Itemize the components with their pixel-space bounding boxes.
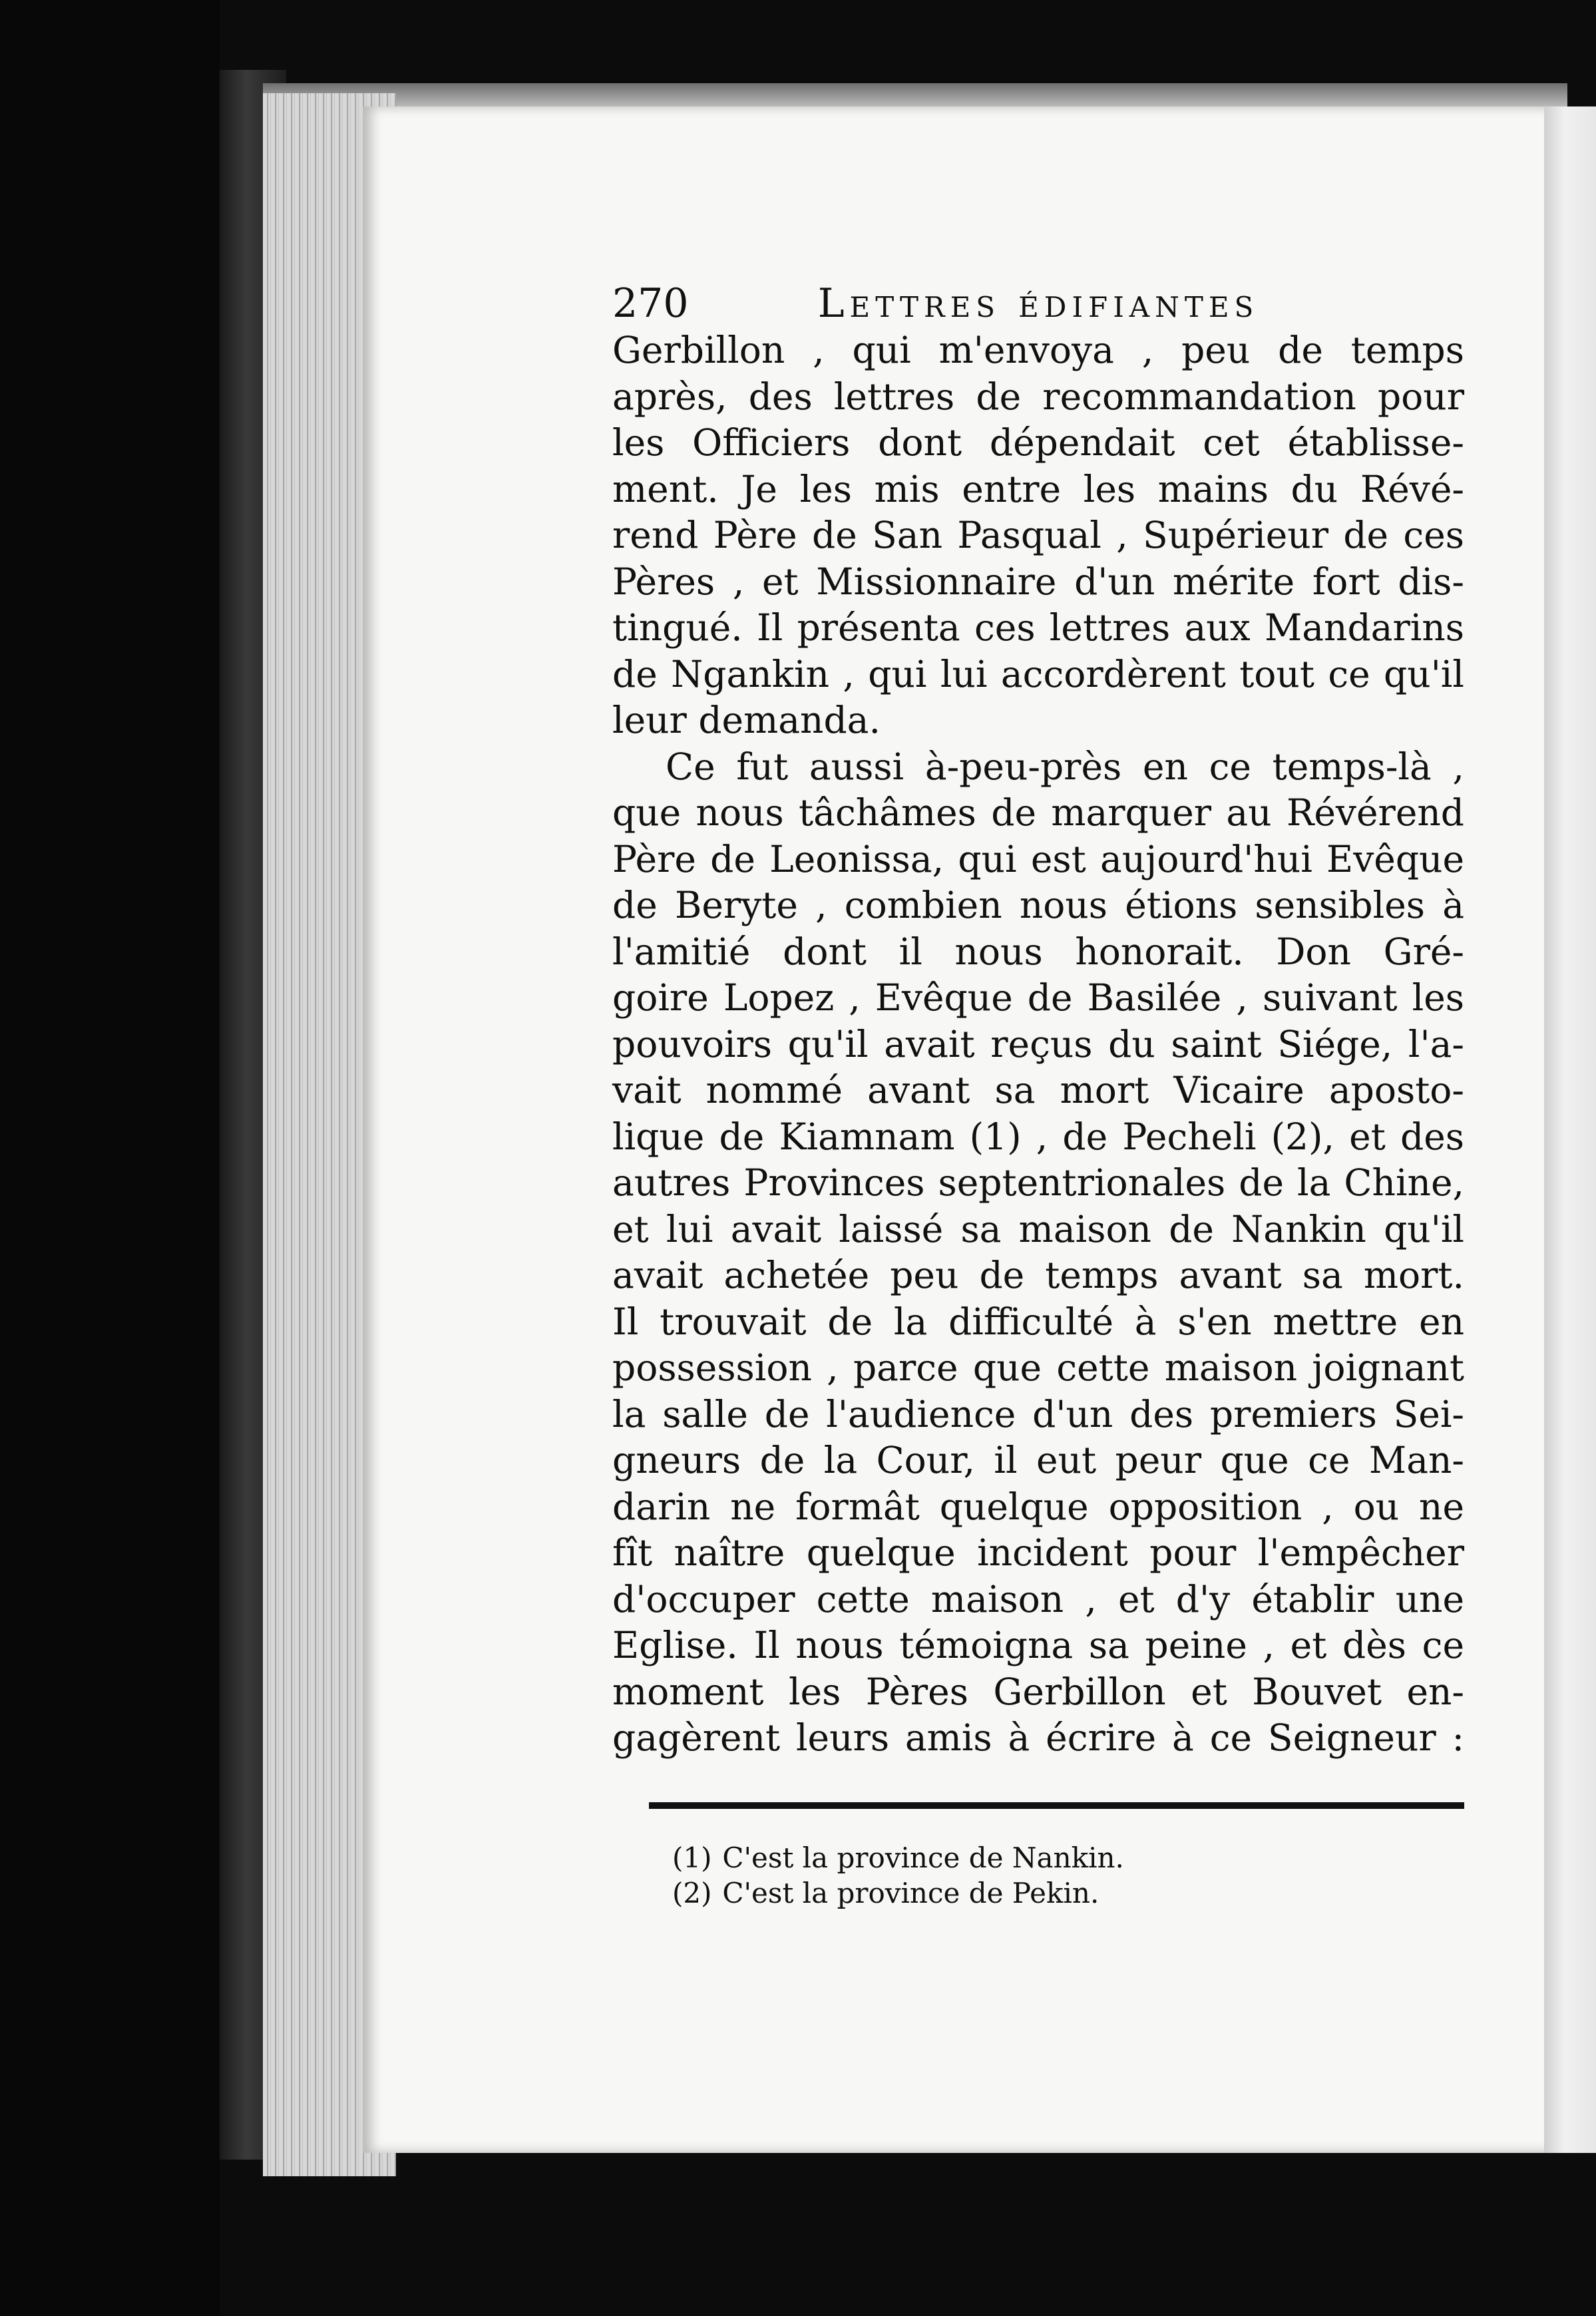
running-header <box>612 280 1464 327</box>
body-line: goire Lopez , Evêque de Basilée , suivant les <box>612 976 1464 1019</box>
footnotes <box>672 1840 1438 1911</box>
page-number: 270 <box>612 280 689 327</box>
body-line: gneurs de la Cour, il eut peur que ce Man- <box>612 1439 1464 1481</box>
footnote <box>672 1840 1438 1875</box>
body-line: gagèrent leurs amis à écrire à ce Seigneur : <box>612 1716 1464 1759</box>
footnote-text: C'est la province de Pekin. <box>722 1877 1099 1909</box>
footnote-text: C'est la province de Nankin. <box>722 1841 1124 1874</box>
body-line: moment les Pères Gerbillon et Bouvet en- <box>612 1670 1464 1713</box>
body-line: tingué. Il présenta ces lettres aux Mandarins <box>612 606 1464 649</box>
page-text <box>612 280 1464 1762</box>
body-line: Gerbillon , qui m'envoya , peu de temps <box>612 329 1464 371</box>
body-line: Pères , et Missionnaire d'un mérite fort dis- <box>612 560 1464 603</box>
body-line: de Beryte , combien nous étions sensibles à <box>612 884 1464 926</box>
body-line: les Officiers dont dépendait cet établisse- <box>612 421 1464 464</box>
body-line: l'amitié dont il nous honorait. Don Gré- <box>612 930 1464 973</box>
body-line: ment. Je les mis entre les mains du Révé- <box>612 467 1464 510</box>
footnote-marker: (2) <box>672 1877 712 1909</box>
footnote-marker: (1) <box>672 1841 712 1874</box>
page-right-edge <box>1544 106 1596 2153</box>
book-shadow <box>0 0 220 2316</box>
body-line: Eglise. Il nous témoigna sa peine , et dès ce <box>612 1624 1464 1666</box>
body-line: rend Père de San Pasqual , Supérieur de ces <box>612 514 1464 556</box>
body-line: lique de Kiamnam (1) , de Pecheli (2), et des <box>612 1115 1464 1158</box>
body-line: Il trouvait de la difficulté à s'en mettre en <box>612 1300 1464 1343</box>
body-line: fît naître quelque incident pour l'empêcher <box>612 1531 1464 1574</box>
body-line: Ce fut aussi à-peu-près en ce temps-là , <box>666 745 1464 788</box>
body-line: leur demanda. <box>612 699 881 741</box>
body-line: après, des lettres de recommandation pour <box>612 375 1464 418</box>
body-line: possession , parce que cette maison joignant <box>612 1346 1464 1389</box>
body-line: et lui avait laissé sa maison de Nankin qu'il <box>612 1207 1464 1251</box>
body-line: pouvoirs qu'il avait reçus du saint Siége, l'a- <box>612 1022 1464 1065</box>
body-line: de Ngankin , qui lui accordèrent tout ce qu'il <box>612 652 1464 695</box>
body-line: la salle de l'audience d'un des premiers Sei- <box>612 1392 1464 1436</box>
running-title: Lettres édifiantes <box>817 280 1259 327</box>
body-line: d'occuper cette maison , et d'y établir une <box>612 1577 1464 1621</box>
body-line: Père de Leonissa, qui est aujourd'hui Evêque <box>612 837 1464 880</box>
body-line: darin ne formât quelque opposition , ou ne <box>612 1485 1464 1528</box>
footnote-rule <box>649 1802 1464 1809</box>
body-line: autres Provinces septentrionales de la Chine, <box>612 1161 1464 1204</box>
footnote <box>672 1875 1438 1911</box>
body-line: que nous tâchâmes de marquer au Révérend <box>612 791 1464 834</box>
body-line: avait achetée peu de temps avant sa mort. <box>612 1254 1464 1296</box>
body-line: vait nommé avant sa mort Vicaire aposto- <box>612 1069 1464 1111</box>
